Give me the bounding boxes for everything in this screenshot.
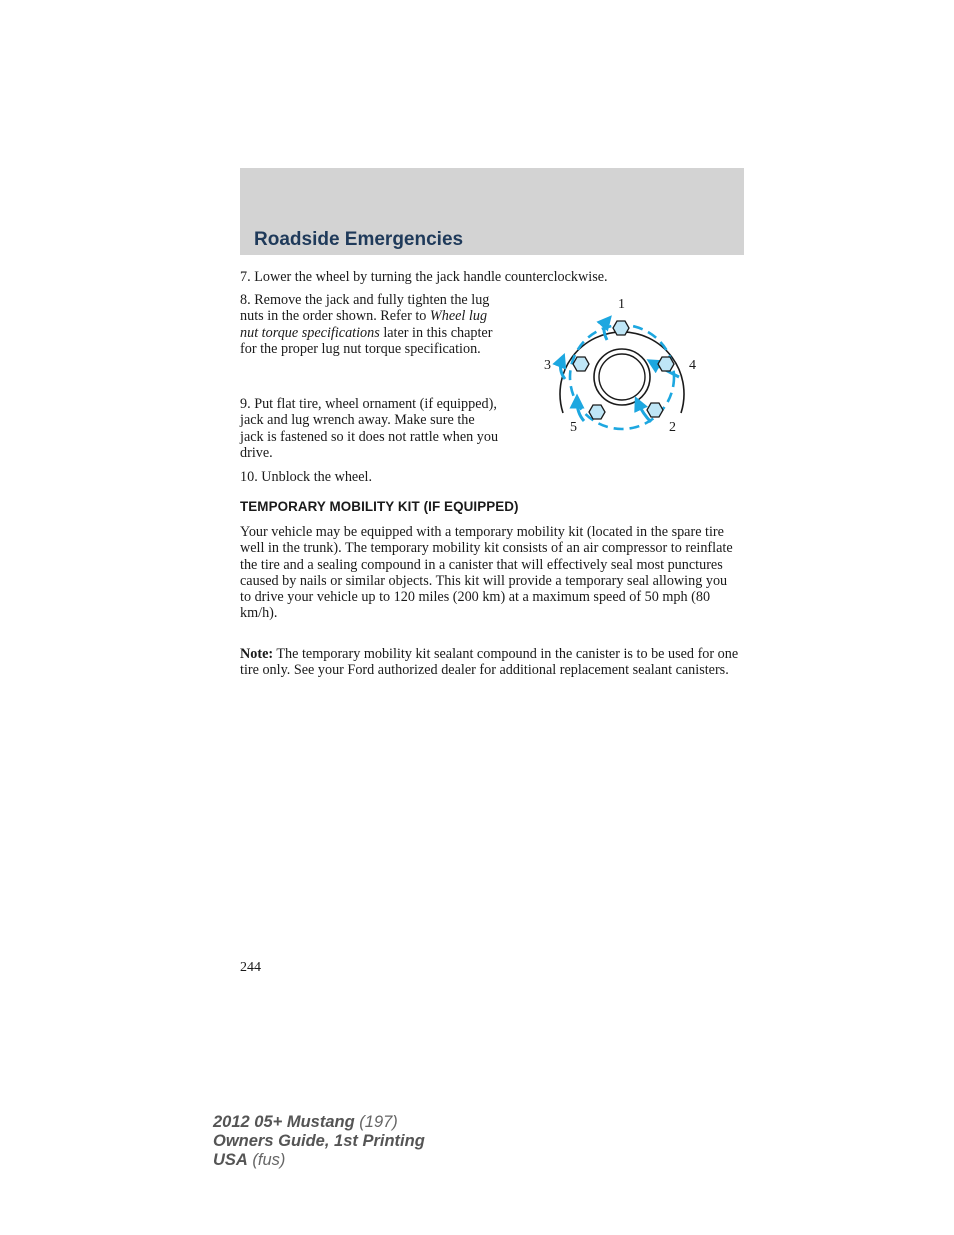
footer-market-code: (fus)	[247, 1151, 286, 1169]
footer-line-1	[213, 1113, 425, 1132]
note-paragraph	[240, 646, 740, 679]
lug-nut-tightening-diagram	[537, 290, 707, 450]
lug-nut-icon	[658, 357, 674, 371]
nut-label-4: 4	[689, 358, 696, 373]
section-header-band	[240, 168, 744, 255]
document-footer	[213, 1113, 425, 1170]
step-8	[240, 292, 500, 357]
nut-label-3: 3	[544, 358, 551, 373]
footer-market: USA	[213, 1151, 248, 1169]
arrow-to-nut-1	[604, 321, 607, 340]
footer-edition: Owners Guide, 1st Printing	[213, 1132, 425, 1150]
lug-nut-icon	[589, 405, 605, 419]
nut-label-1: 1	[618, 297, 625, 312]
hub-inner-ring	[599, 354, 645, 400]
step-9: 9. Put flat tire, wheel ornament (if equipped), jack and lug wrench away. Make sure the jack is fastened so it does not rattle when you drive.	[240, 396, 499, 461]
step-7: 7. Lower the wheel by turning the jack handle counterclockwise.	[240, 269, 608, 285]
nut-label-2: 2	[669, 420, 676, 435]
mobility-kit-paragraph: Your vehicle may be equipped with a temporary mobility kit (located in the spare tire well in the trunk). The temporary mobility kit consists of an air compressor to reinflate the tire and a sealing compound in a canister that will effectively seal most punctures caused by nails or similar objects. This kit will provide a temporary seal allowing you to drive your vehicle up to 120 miles (200 km) at a maximum speed of 50 mph (80 km/h).	[240, 524, 733, 622]
step-8-text: 8. Remove the jack and fully tighten the lug nuts in the order shown. Refer to	[240, 292, 490, 325]
footer-model-code: (197)	[354, 1113, 398, 1131]
footer-line-3	[213, 1151, 425, 1170]
page-number: 244	[240, 960, 261, 975]
note-label: Note:	[240, 646, 274, 662]
lug-nut-icon	[613, 321, 629, 335]
note-text: The temporary mobility kit sealant compound in the canister is to be used for one tire only. See your Ford authorized dealer for additional replacement sealant canisters.	[240, 646, 739, 679]
lug-nut-icon	[573, 357, 589, 371]
page-title: Roadside Emergencies	[254, 229, 464, 250]
nut-label-5: 5	[570, 420, 577, 435]
lug-nut-icon	[647, 403, 663, 417]
wheel-outline	[560, 332, 684, 413]
step-8-text-end: later in this chapter for the proper lug nut torque specification.	[240, 324, 493, 357]
step-8-reference: Wheel lug nut torque specifications	[240, 308, 488, 341]
arrow-to-nut-5	[577, 401, 584, 421]
section-heading: TEMPORARY MOBILITY KIT (IF EQUIPPED)	[240, 499, 519, 514]
footer-model: 2012 05+ Mustang	[213, 1113, 355, 1131]
wheel-hub-illustration	[537, 290, 707, 450]
step-10: 10. Unblock the wheel.	[240, 469, 372, 485]
footer-line-2	[213, 1132, 425, 1151]
hub-outer-ring	[594, 349, 650, 405]
